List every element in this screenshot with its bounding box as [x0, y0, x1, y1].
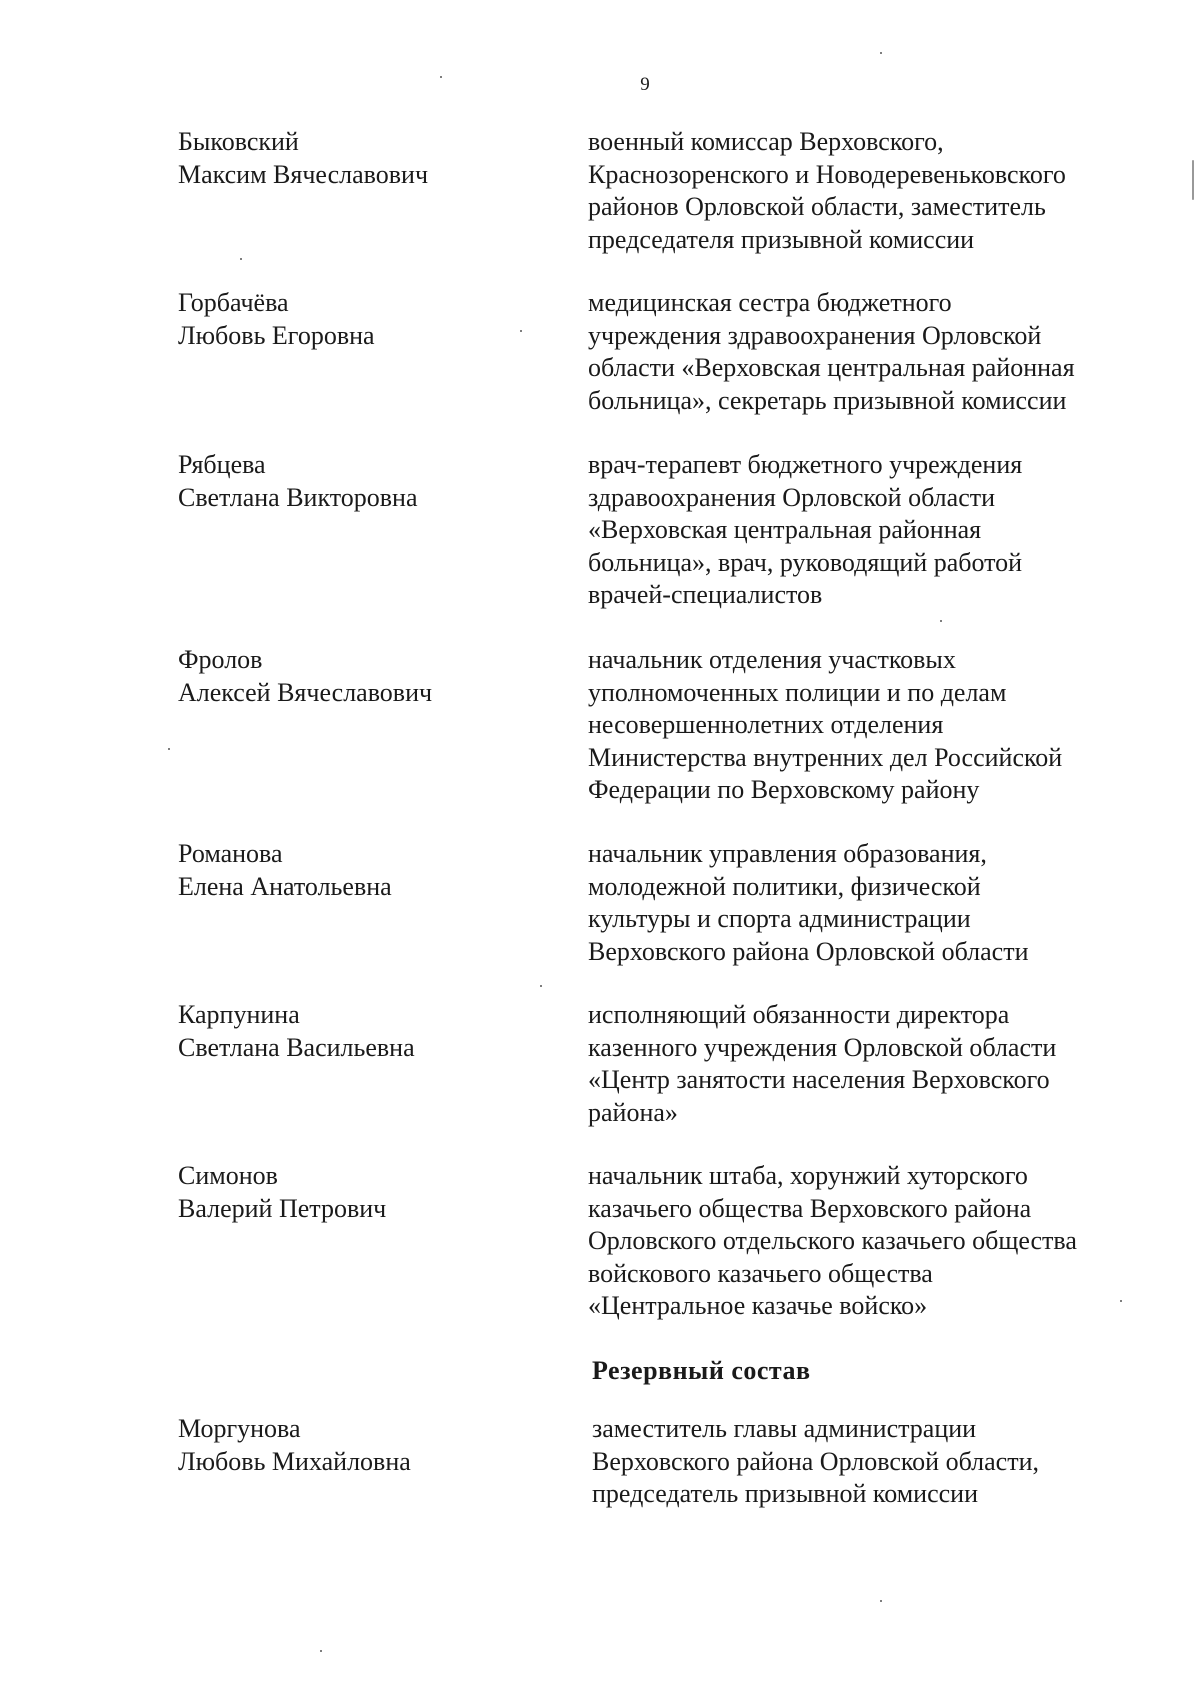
role-line: «Верховская центральная районная	[588, 515, 982, 544]
member-given-names: Светлана Викторовна	[178, 482, 418, 512]
member-given-names: Елена Анатольевна	[178, 871, 392, 901]
role-line: «Центральное казачье войско»	[588, 1291, 928, 1320]
scan-edge-mark	[1192, 160, 1194, 200]
role-line: председатель призывной комиссии	[592, 1479, 978, 1508]
member-role	[588, 999, 1148, 1129]
member-given-names: Алексей Вячеславович	[178, 677, 433, 707]
role-line: Федерации по Верховскому району	[588, 775, 980, 804]
member-role	[588, 1160, 1148, 1323]
member-name	[178, 449, 558, 514]
member-surname: Симонов	[178, 1161, 278, 1190]
role-line: «Центр занятости населения Верховского	[588, 1065, 1050, 1094]
member-role	[588, 126, 1148, 256]
role-line: казенного учреждения Орловской области	[588, 1032, 1057, 1062]
member-name	[178, 287, 558, 352]
role-line: Министерства внутренних дел Российской	[588, 742, 1063, 772]
member-surname: Фролов	[178, 645, 263, 674]
role-line: войскового казачьего общества	[588, 1258, 933, 1288]
member-given-names: Любовь Егоровна	[178, 320, 375, 350]
role-line: культуры и спорта администрации	[588, 904, 971, 933]
role-line: области «Верховская центральная районная	[588, 353, 1075, 382]
scan-speck	[880, 1600, 882, 1602]
member-surname: Горбачёва	[178, 288, 289, 317]
scan-speck	[540, 985, 542, 987]
member-role	[588, 449, 1148, 612]
role-line: уполномоченных полиции и по делам	[588, 677, 1007, 707]
role-line: несовершеннолетних отделения	[588, 710, 944, 739]
member-name	[178, 644, 558, 709]
member-name	[178, 1413, 558, 1478]
member-given-names: Валерий Петрович	[178, 1193, 387, 1223]
scan-speck	[1120, 1300, 1122, 1302]
scan-speck	[520, 330, 522, 332]
member-role	[588, 644, 1148, 807]
scan-speck	[880, 52, 882, 54]
scan-speck	[440, 76, 442, 78]
scan-speck	[240, 258, 242, 260]
role-line: казачьего общества Верховского района	[588, 1193, 1032, 1223]
role-line: военный комиссар Верховского,	[588, 127, 944, 156]
member-surname: Романова	[178, 839, 283, 868]
role-line: Верховского района Орловской области	[588, 936, 1029, 966]
member-name	[178, 838, 558, 903]
role-line: здравоохранения Орловской области	[588, 482, 996, 512]
role-line: Верховского района Орловской области,	[592, 1446, 1040, 1476]
role-line: молодежной политики, физической	[588, 871, 981, 901]
role-line: больница», врач, руководящий работой	[588, 547, 1023, 577]
member-role	[592, 1413, 1152, 1511]
member-surname: Моргунова	[178, 1414, 301, 1443]
member-role	[588, 838, 1148, 968]
scan-speck	[940, 620, 942, 622]
role-line: учреждения здравоохранения Орловской	[588, 320, 1042, 350]
page-number: 9	[640, 74, 650, 95]
member-given-names: Светлана Васильевна	[178, 1032, 415, 1062]
member-surname: Быковский	[178, 127, 299, 156]
member-name	[178, 999, 558, 1064]
role-line: заместитель главы администрации	[592, 1414, 977, 1443]
member-name	[178, 126, 558, 191]
role-line: врач-терапевт бюджетного учреждения	[588, 450, 1023, 479]
member-surname: Карпунина	[178, 1000, 300, 1029]
role-line: начальник отделения участковых	[588, 645, 956, 674]
role-line: Краснозоренского и Новодеревеньковского	[588, 159, 1066, 189]
role-line: председателя призывной комиссии	[588, 224, 975, 254]
role-line: начальник управления образования,	[588, 839, 987, 868]
role-line: исполняющий обязанности директора	[588, 1000, 1010, 1029]
member-surname: Рябцева	[178, 450, 266, 479]
reserve-heading: Резервный состав	[592, 1356, 811, 1385]
role-line: Орловского отдельского казачьего общества	[588, 1226, 1077, 1255]
member-given-names: Любовь Михайловна	[178, 1446, 411, 1476]
scan-speck	[168, 748, 170, 750]
role-line: больница», секретарь призывной комиссии	[588, 385, 1067, 415]
member-given-names: Максим Вячеславович	[178, 159, 429, 189]
member-name	[178, 1160, 558, 1225]
role-line: района»	[588, 1097, 678, 1127]
scan-speck	[320, 1650, 322, 1652]
role-line: врачей-специалистов	[588, 580, 823, 609]
role-line: районов Орловской области, заместитель	[588, 192, 1046, 221]
role-line: начальник штаба, хорунжий хуторского	[588, 1161, 1028, 1190]
role-line: медицинская сестра бюджетного	[588, 288, 952, 317]
member-role	[588, 287, 1148, 417]
